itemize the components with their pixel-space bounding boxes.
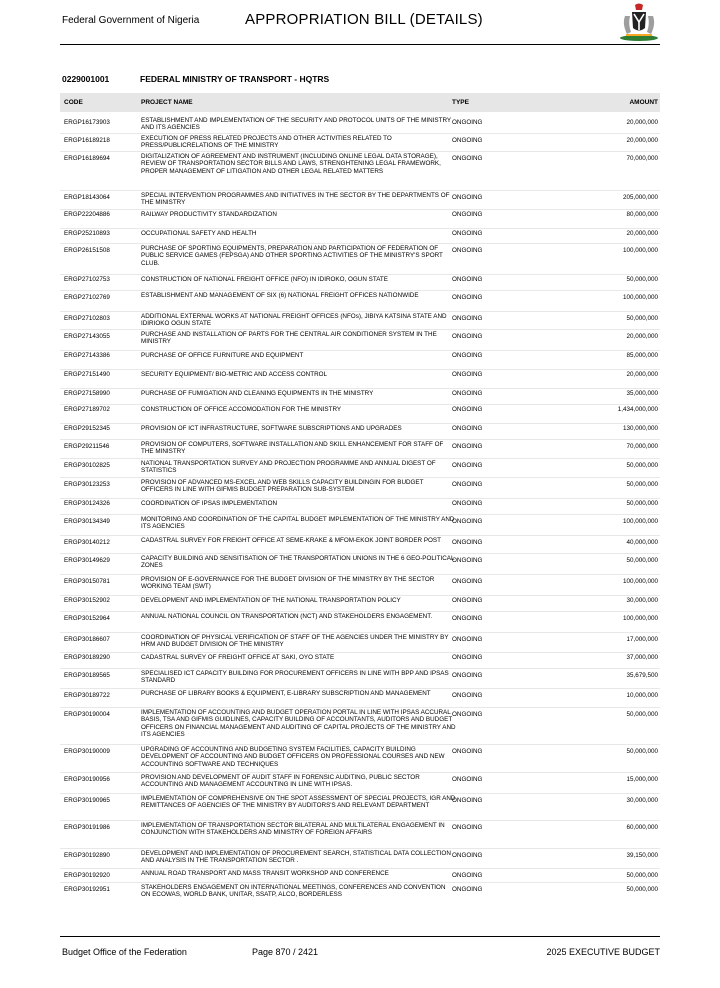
row-divider xyxy=(60,611,660,612)
row-project-name: STAKEHOLDERS ENGAGEMENT ON INTERNATIONAL MEETINGS, CONFERENCES AND CONVENTION ON ECOWAS, WORLD BANK, UNITAR, SSATP, ALCO, BORDERLESS xyxy=(141,884,446,899)
row-divider xyxy=(60,209,660,210)
row-project-name: COORDINATION OF IPSAS IMPLEMENTATION xyxy=(141,500,278,507)
row-project-name: CADASTRAL SURVEY FOR FREIGHT OFFICE AT SEME-KRAKE & MFOM-EKOK JOINT BORDER POST xyxy=(141,537,441,544)
footer-rule xyxy=(60,936,660,937)
row-code: ERGP30192920 xyxy=(64,872,110,879)
row-code: ERGP30190004 xyxy=(64,711,110,718)
row-code: ERGP27143386 xyxy=(64,352,110,359)
row-code: ERGP22204886 xyxy=(64,211,110,218)
row-divider xyxy=(60,882,660,883)
row-divider xyxy=(60,707,660,708)
row-project-name: ANNUAL ROAD TRANSPORT AND MASS TRANSIT WORKSHOP AND CONFERENCE xyxy=(141,870,389,877)
row-divider xyxy=(60,574,660,575)
row-project-name: SPECIAL INTERVENTION PROGRAMMES AND INITIATIVES IN THE SECTOR BY THE DEPARTMENTS OF THE MINISTRY xyxy=(141,192,450,207)
row-project-name: NATIONAL TRANSPORTATION SURVEY AND PROJECTION PROGRAMME AND ANNUAL DIGEST OF STATISTICS xyxy=(141,460,436,475)
row-project-name: COORDINATION OF PHYSICAL VERIFICATION OF STAFF OF THE AGENCIES UNDER THE MINISTRY BY HRM AND BUDGET DIVISION OF THE MINISTRY xyxy=(141,634,449,649)
row-type: ONGOING xyxy=(452,852,483,859)
row-project-name: CAPACITY BUILDING AND SENSITISATION OF THE TRANSPORTATION UNIONS IN THE 6 GEO-POLITICAL ZONES xyxy=(141,555,455,570)
row-amount: 50,000,000 xyxy=(626,276,658,283)
row-divider xyxy=(60,243,660,244)
row-amount: 100,000,000 xyxy=(622,247,658,254)
row-amount: 50,000,000 xyxy=(626,557,658,564)
row-divider xyxy=(60,595,660,596)
row-code: ERGP30189722 xyxy=(64,692,110,699)
ministry-name: FEDERAL MINISTRY OF TRANSPORT - HQTRS xyxy=(140,74,330,84)
row-code: ERGP26151508 xyxy=(64,247,110,254)
row-divider xyxy=(60,228,660,229)
row-divider xyxy=(60,369,660,370)
row-amount: 1,434,000,000 xyxy=(617,406,658,413)
table-row xyxy=(60,746,660,773)
row-amount: 50,000,000 xyxy=(626,500,658,507)
table-row xyxy=(60,390,660,405)
row-type: ONGOING xyxy=(452,462,483,469)
table-row xyxy=(60,352,660,370)
row-type: ONGOING xyxy=(452,390,483,397)
row-type: ONGOING xyxy=(452,406,483,413)
row-project-name: MONITORING AND COORDINATION OF THE CAPITAL BUDGET IMPLEMENTATION OF THE MINISTRY AND ITS AGENCIES xyxy=(141,516,455,531)
row-type: ONGOING xyxy=(452,578,483,585)
row-project-name: DIGITALIZATION OF AGREEMENT AND INSTRUMENT (INCLUDING ONLINE LEGAL DATA STORAGE), REVIEW OF TRANSPORTATION SECTOR BILLS AND LAWS, STRENGHTENING LEGAL FRAMEWORK, PROPER MANAGEMENT OF LITIGATION AND OTHER LEGAL RELATED MATTERS xyxy=(141,153,441,175)
row-divider xyxy=(60,311,660,312)
row-type: ONGOING xyxy=(452,481,483,488)
row-amount: 10,000,000 xyxy=(626,692,658,699)
row-divider xyxy=(60,668,660,669)
table-row xyxy=(60,613,660,632)
table-row xyxy=(60,555,660,573)
row-project-name: CADASTRAL SURVEY OF FREIGHT OFFICE AT SAKI, OYO STATE xyxy=(141,654,335,661)
row-amount: 20,000,000 xyxy=(626,371,658,378)
table-row xyxy=(60,795,660,820)
row-divider xyxy=(60,514,660,515)
row-divider xyxy=(60,439,660,440)
row-project-name: PURCHASE OF FUMIGATION AND CLEANING EQUIPMENTS IN THE MINISTRY xyxy=(141,390,374,397)
row-type: ONGOING xyxy=(452,137,483,144)
table-row xyxy=(60,245,660,274)
row-amount: 50,000,000 xyxy=(626,315,658,322)
row-divider xyxy=(60,274,660,275)
row-project-name: UPGRADING OF ACCOUNTING AND BUDGETING SYSTEM FACILITIES, CAPACITY BUILDING DEVELOPMENT OF ACCOUNTING AND BUDGET OFFICERS ON PROFESSIONAL COURSES AND NEW ACCOUNTING SOFTWARE AND TECHNIQUES xyxy=(141,746,445,768)
column-project-name: PROJECT NAME xyxy=(141,99,193,106)
ministry-code: 0229001001 xyxy=(62,74,110,84)
row-code: ERGP30152964 xyxy=(64,615,110,622)
row-divider xyxy=(60,151,660,152)
row-type: ONGOING xyxy=(452,247,483,254)
table-row xyxy=(60,774,660,793)
row-type: ONGOING xyxy=(452,294,483,301)
table-row xyxy=(60,153,660,190)
table-header xyxy=(60,93,660,112)
row-type: ONGOING xyxy=(452,276,483,283)
table-row xyxy=(60,292,660,311)
row-code: ERGP30186607 xyxy=(64,636,110,643)
row-project-name: PROVISION OF COMPUTERS, SOFTWARE INSTALLATION AND SKILL ENHANCEMENT FOR STAFF OF THE MINISTRY xyxy=(141,441,444,456)
row-type: ONGOING xyxy=(452,155,483,162)
row-code: ERGP30189290 xyxy=(64,654,110,661)
row-code: ERGP18143064 xyxy=(64,194,110,201)
row-amount: 85,000,000 xyxy=(626,352,658,359)
table-row xyxy=(60,406,660,424)
ministry-heading xyxy=(62,74,329,84)
row-divider xyxy=(60,290,660,291)
row-type: ONGOING xyxy=(452,692,483,699)
row-project-name: ESTABLISHMENT AND IMPLEMENTATION OF THE SECURITY AND PROTOCOL UNITS OF THE MINISTRY AND ITS AGENCIES xyxy=(141,117,451,132)
table-row xyxy=(60,709,660,744)
table-row xyxy=(60,822,660,849)
table-row xyxy=(60,441,660,459)
row-amount: 70,000,000 xyxy=(626,443,658,450)
row-divider xyxy=(60,793,660,794)
row-project-name: RAILWAY PRODUCTIVITY STANDARDIZATION xyxy=(141,211,277,218)
row-amount: 35,679,500 xyxy=(626,672,658,679)
row-type: ONGOING xyxy=(452,872,483,879)
row-amount: 130,000,000 xyxy=(622,425,658,432)
row-code: ERGP30192890 xyxy=(64,852,110,859)
row-type: ONGOING xyxy=(452,518,483,525)
table-row xyxy=(60,516,660,535)
row-amount: 35,000,000 xyxy=(626,390,658,397)
row-code: ERGP27151490 xyxy=(64,371,110,378)
row-divider xyxy=(60,477,660,478)
row-type: ONGOING xyxy=(452,776,483,783)
row-divider xyxy=(60,388,660,389)
row-type: ONGOING xyxy=(452,615,483,622)
table-row xyxy=(60,690,660,707)
row-project-name: PROVISION OF ADVANCED MS-EXCEL AND WEB SKILLS CAPACITY BUILDINGIN FOR BUDGET OFFICERS IN LINE WITH GIFMIS BUDGET PREPARATION SUB-SYSTEM xyxy=(141,479,424,494)
row-amount: 50,000,000 xyxy=(626,481,658,488)
row-type: ONGOING xyxy=(452,886,483,893)
row-type: ONGOING xyxy=(452,597,483,604)
row-type: ONGOING xyxy=(452,333,483,340)
row-type: ONGOING xyxy=(452,371,483,378)
row-divider xyxy=(60,868,660,869)
header-rule xyxy=(60,44,660,45)
row-project-name: IMPLEMENTATION OF ACCOUNTING AND BUDGET OPERATION PORTAL IN LINE WITH IPSAS ACCURAL BASIS, TSA AND GIFMIS GUIDLINES, CAPACITY BUILDING OF ACCOUNTANTS, AUDITORS AND BUDGET OFFICERS ON FINANCIAL MANAGEMENT AND AUDITING OF CAPITAL PROJECTS OF THE MINISTRY AND ITS AGENCIES xyxy=(141,709,456,739)
row-divider xyxy=(60,772,660,773)
row-type: ONGOING xyxy=(452,824,483,831)
row-project-name: PURCHASE OF LIBRARY BOOKS & EQUIPMENT, E-LIBRARY SUBSCRIPTION AND MANAGEMENT xyxy=(141,690,431,697)
row-amount: 30,000,000 xyxy=(626,797,658,804)
row-type: ONGOING xyxy=(452,748,483,755)
row-type: ONGOING xyxy=(452,636,483,643)
row-code: ERGP27143055 xyxy=(64,333,110,340)
row-divider xyxy=(60,535,660,536)
row-project-name: ANNUAL NATIONAL COUNCIL ON TRANSPORTATION (NCT) AND STAKEHOLDERS ENGAGEMENT. xyxy=(141,613,433,620)
column-amount: AMOUNT xyxy=(629,99,658,106)
row-divider xyxy=(60,632,660,633)
table-row xyxy=(60,634,660,652)
row-project-name: PURCHASE AND INSTALLATION OF PARTS FOR THE CENTRAL AIR CONDITIONER SYSTEM IN THE MINISTRY xyxy=(141,331,437,346)
row-type: ONGOING xyxy=(452,315,483,322)
row-divider xyxy=(60,133,660,134)
row-code: ERGP30102825 xyxy=(64,462,110,469)
table-row xyxy=(60,276,660,291)
row-type: ONGOING xyxy=(452,711,483,718)
row-type: ONGOING xyxy=(452,654,483,661)
row-amount: 17,000,000 xyxy=(626,636,658,643)
row-code: ERGP30192951 xyxy=(64,886,110,893)
row-divider xyxy=(60,848,660,849)
row-type: ONGOING xyxy=(452,194,483,201)
row-amount: 100,000,000 xyxy=(622,615,658,622)
row-type: ONGOING xyxy=(452,500,483,507)
row-amount: 39,150,000 xyxy=(626,852,658,859)
coat-of-arms-icon xyxy=(618,2,660,42)
row-amount: 50,000,000 xyxy=(626,462,658,469)
row-type: ONGOING xyxy=(452,557,483,564)
footer-office: Budget Office of the Federation xyxy=(62,947,187,957)
row-amount: 100,000,000 xyxy=(622,518,658,525)
footer-budget-label: 2025 EXECUTIVE BUDGET xyxy=(546,947,660,957)
row-amount: 50,000,000 xyxy=(626,872,658,879)
table-row xyxy=(60,371,660,389)
row-code: ERGP30191986 xyxy=(64,824,110,831)
row-amount: 50,000,000 xyxy=(626,748,658,755)
page-title: APPROPRIATION BILL (DETAILS) xyxy=(245,11,483,28)
row-type: ONGOING xyxy=(452,672,483,679)
row-amount: 20,000,000 xyxy=(626,137,658,144)
row-code: ERGP25210893 xyxy=(64,230,110,237)
row-type: ONGOING xyxy=(452,119,483,126)
column-code: CODE xyxy=(64,99,83,106)
row-divider xyxy=(60,350,660,351)
column-type: TYPE xyxy=(452,99,469,106)
row-project-name: PROVISION AND DEVELOPMENT OF AUDIT STAFF IN FORENSIC AUDITING, PUBLIC SECTOR ACCOUNTING AND MANAGEMENT ACCOUNTING IN LINE WITH IPSAS. xyxy=(141,774,420,789)
table-row xyxy=(60,460,660,478)
table-row xyxy=(60,850,660,868)
row-amount: 70,000,000 xyxy=(626,155,658,162)
row-amount: 15,000,000 xyxy=(626,776,658,783)
row-code: ERGP29152345 xyxy=(64,425,110,432)
row-amount: 60,000,000 xyxy=(626,824,658,831)
row-code: ERGP30140212 xyxy=(64,539,110,546)
row-amount: 40,000,000 xyxy=(626,539,658,546)
row-code: ERGP30189565 xyxy=(64,672,110,679)
row-code: ERGP30190956 xyxy=(64,776,110,783)
row-type: ONGOING xyxy=(452,211,483,218)
row-code: ERGP29211546 xyxy=(64,443,110,450)
row-project-name: CONSTRUCTION OF NATIONAL FREIGHT OFFICE (NFO) IN IDIROKO, OGUN STATE xyxy=(141,276,388,283)
row-amount: 37,000,000 xyxy=(626,654,658,661)
row-project-name: CONSTRUCTION OF OFFICE ACCOMODATION FOR THE MINISTRY xyxy=(141,406,342,413)
row-project-name: PROVISION OF ICT INFRASTRUCTURE, SOFTWARE SUBSCRIPTIONS AND UPGRADES xyxy=(141,425,402,432)
row-project-name: SECURITY EQUIPMENT/ BIO-METRIC AND ACCESS CONTROL xyxy=(141,371,328,378)
row-amount: 20,000,000 xyxy=(626,333,658,340)
row-project-name: DEVELOPMENT AND IMPLEMENTATION OF PROCUREMENT SEARCH, STATISTICAL DATA COLLECTION AND ANALYSIS IN THE TRANSPORTATION SECTOR . xyxy=(141,850,451,865)
row-divider xyxy=(60,553,660,554)
row-type: ONGOING xyxy=(452,352,483,359)
row-code: ERGP27158990 xyxy=(64,390,110,397)
footer-page-number: Page 870 / 2421 xyxy=(252,947,319,957)
row-project-name: PURCHASE OF SPORTING EQUIPMENTS, PREPARATION AND PARTICIPATION OF FEDERATION OF PUBLIC SERVICE GAMES (FEPSGA) AND OTHER SPORTING ACTIVITIES OF THE MINISTRY'S SPORT CLUB. xyxy=(141,245,443,267)
table-row xyxy=(60,576,660,595)
row-amount: 100,000,000 xyxy=(622,578,658,585)
row-amount: 20,000,000 xyxy=(626,119,658,126)
table-row xyxy=(60,479,660,498)
row-code: ERGP27189702 xyxy=(64,406,110,413)
row-amount: 50,000,000 xyxy=(626,886,658,893)
row-project-name: OCCUPATIONAL SAFETY AND HEALTH xyxy=(141,230,257,237)
row-code: ERGP30134349 xyxy=(64,518,110,525)
row-amount: 100,000,000 xyxy=(622,294,658,301)
row-divider xyxy=(60,652,660,653)
row-code: ERGP27102769 xyxy=(64,294,110,301)
row-divider xyxy=(60,458,660,459)
row-type: ONGOING xyxy=(452,797,483,804)
row-divider xyxy=(60,820,660,821)
row-project-name: DEVELOPMENT AND IMPLEMENTATION OF THE NATIONAL TRANSPORTATION POLICY xyxy=(141,597,401,604)
row-divider xyxy=(60,744,660,745)
table-row xyxy=(60,884,660,902)
row-code: ERGP27102753 xyxy=(64,276,110,283)
row-amount: 20,000,000 xyxy=(626,230,658,237)
row-project-name: IMPLEMENTATION OF COMPREHENSIVE ON THE SPOT ASSESSMENT OF SPECIAL PROJECTS, IGR AND REMITTANCES OF AGENCIES OF THE MINISTRY BY AUDITORS'S AND RELEVANT DEPARTMENT xyxy=(141,795,456,810)
row-code: ERGP16189218 xyxy=(64,137,110,144)
table-row xyxy=(60,500,660,515)
table-row xyxy=(60,537,660,554)
row-code: ERGP30123253 xyxy=(64,481,110,488)
table-row xyxy=(60,192,660,209)
row-code: ERGP30149629 xyxy=(64,557,110,564)
row-project-name: SPECIALISED ICT CAPACITY BUILDING FOR PROCUREMENT OFFICERS IN LINE WITH BPP AND IPSAS STANDARD xyxy=(141,670,449,685)
government-name: Federal Government of Nigeria xyxy=(62,15,200,26)
row-divider xyxy=(60,329,660,330)
row-code: ERGP16189694 xyxy=(64,155,110,162)
row-divider xyxy=(60,190,660,191)
row-project-name: EXECUTION OF PRESS RELATED PROJECTS AND OTHER ACTIVITIES RELATED TO PRESS/PUBLICRELATIONS OF THE MINISTRY xyxy=(141,135,392,150)
row-divider xyxy=(60,423,660,424)
row-type: ONGOING xyxy=(452,443,483,450)
row-code: ERGP30152902 xyxy=(64,597,110,604)
row-project-name: PURCHASE OF OFFICE FURNITURE AND EQUIPMENT xyxy=(141,352,304,359)
row-type: ONGOING xyxy=(452,230,483,237)
row-code: ERGP30190009 xyxy=(64,748,110,755)
table-row xyxy=(60,670,660,688)
row-project-name: ESTABLISHMENT AND MANAGEMENT OF SIX (6) NATIONAL FREIGHT OFFICES NATIONWIDE xyxy=(141,292,419,299)
table-row xyxy=(60,425,660,440)
row-code: ERGP30190965 xyxy=(64,797,110,804)
row-divider xyxy=(60,688,660,689)
row-project-name: PROVISION OF E-GOVERNANCE FOR THE BUDGET DIVISION OF THE MINISTRY BY THE SECTOR WORKING TEAM (SWT) xyxy=(141,576,435,591)
row-amount: 205,000,000 xyxy=(622,194,658,201)
row-divider xyxy=(60,498,660,499)
row-code: ERGP30124326 xyxy=(64,500,110,507)
row-type: ONGOING xyxy=(452,425,483,432)
row-divider xyxy=(60,404,660,405)
table-row xyxy=(60,654,660,669)
table-row xyxy=(60,331,660,350)
row-project-name: IMPLEMENTATION OF TRANSPORTATION SECTOR BILATERAL AND MULTILATERAL ENGAGEMENT IN CONJUNCTION WITH STAKEHOLDERS AND MINISTRY OF FOREIGN AFFAIRS xyxy=(141,822,445,837)
row-code: ERGP16173903 xyxy=(64,119,110,126)
row-code: ERGP30150781 xyxy=(64,578,110,585)
row-amount: 50,000,000 xyxy=(626,711,658,718)
row-amount: 30,000,000 xyxy=(626,597,658,604)
row-code: ERGP27102803 xyxy=(64,315,110,322)
row-amount: 80,000,000 xyxy=(626,211,658,218)
table-row xyxy=(60,597,660,612)
row-type: ONGOING xyxy=(452,539,483,546)
table-row xyxy=(60,211,660,226)
row-project-name: ADDITIONAL EXTERNAL WORKS AT NATIONAL FREIGHT OFFICES (NFOs), JIBIYA KATSINA STATE AND IDIRIOKO OGUN STATE xyxy=(141,313,447,328)
